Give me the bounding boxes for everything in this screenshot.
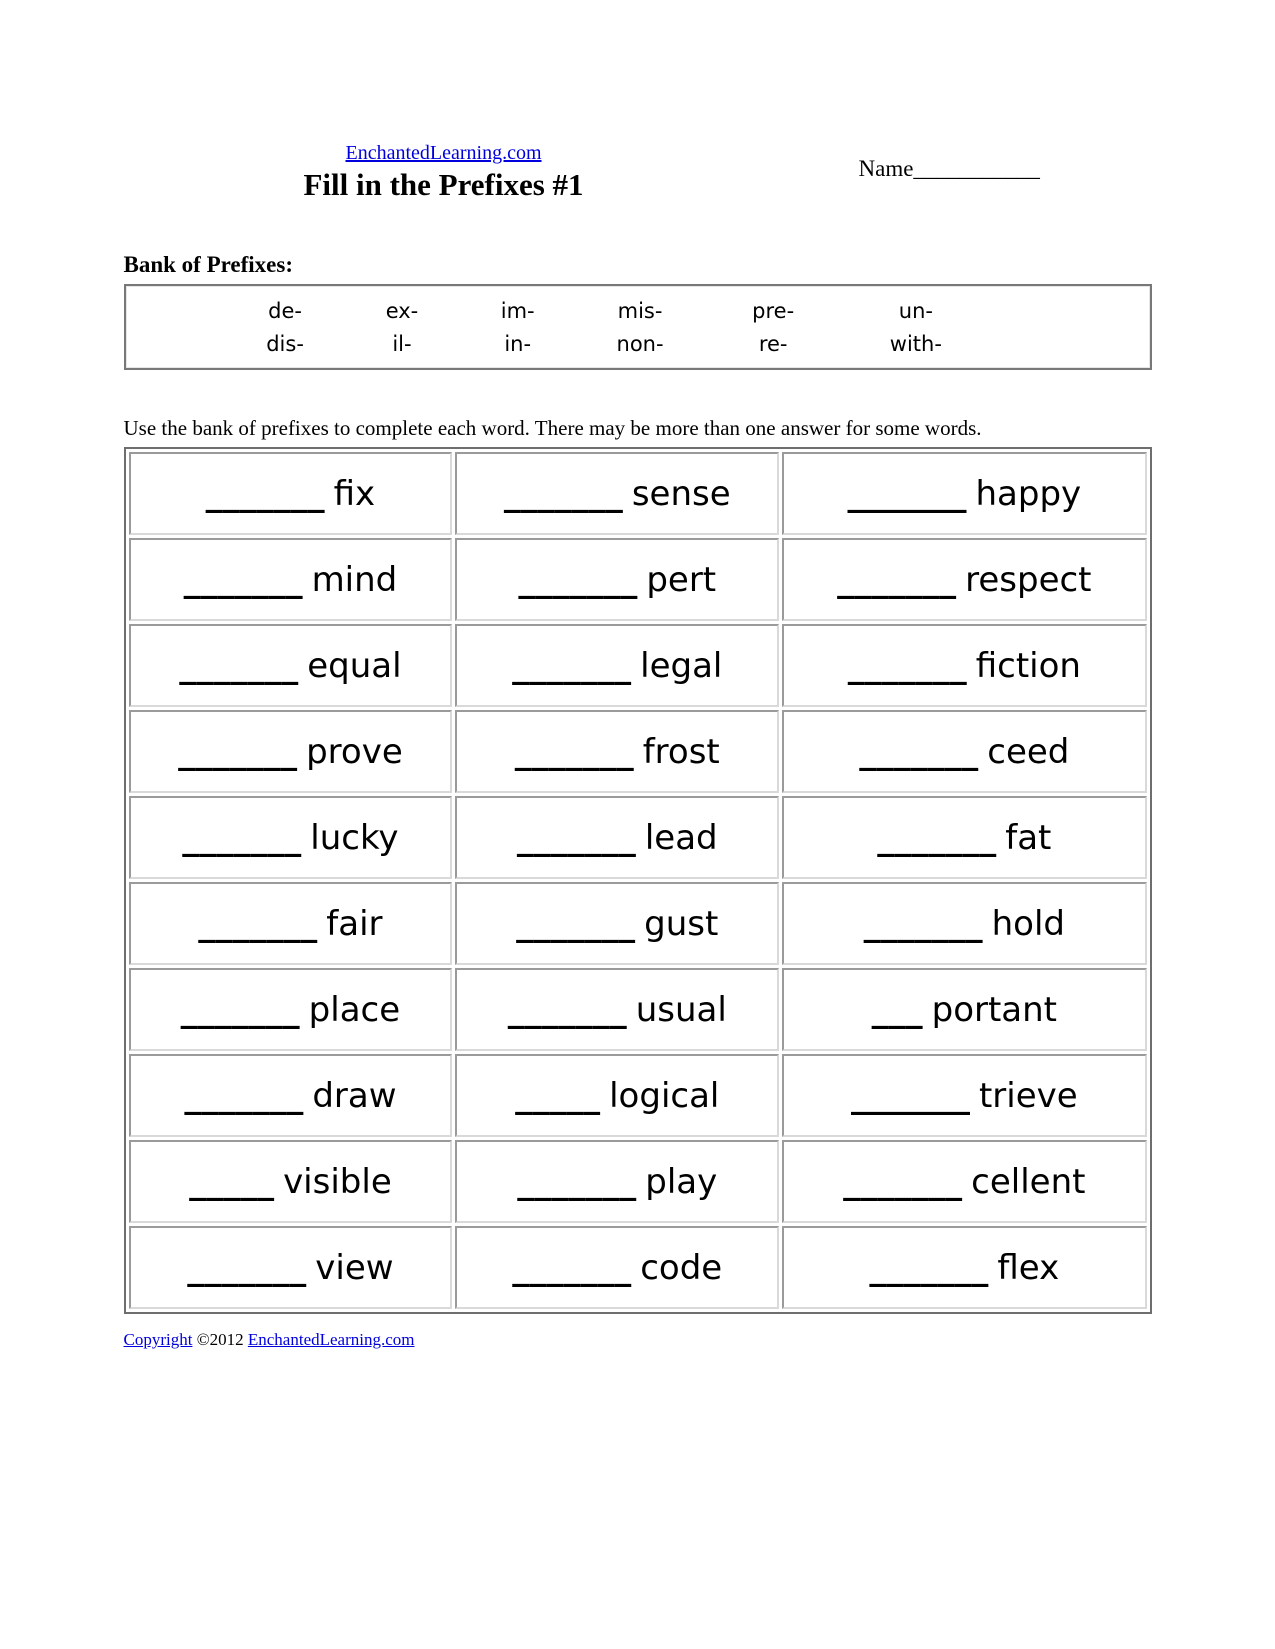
word-stem: frost bbox=[642, 731, 720, 772]
blank-line: _______ bbox=[847, 473, 967, 514]
worksheet-cell bbox=[129, 624, 453, 707]
worksheet-cell bbox=[129, 1054, 453, 1137]
worksheet-cell bbox=[782, 1226, 1146, 1309]
name-label: Name bbox=[858, 156, 914, 181]
worksheet-row bbox=[129, 710, 1147, 793]
worksheet-cell bbox=[782, 882, 1146, 965]
word-stem: code bbox=[640, 1247, 723, 1288]
blank-line: _______ bbox=[863, 903, 983, 944]
prefix-item: mis- bbox=[617, 298, 663, 323]
worksheet-cell bbox=[782, 968, 1146, 1051]
blank-line: _____ bbox=[189, 1161, 275, 1202]
blank-line: _______ bbox=[869, 1247, 989, 1288]
worksheet-cell bbox=[129, 1226, 453, 1309]
blank-line: _______ bbox=[512, 645, 632, 686]
worksheet-cell bbox=[782, 1054, 1146, 1137]
blank-line: _______ bbox=[179, 645, 299, 686]
worksheet-cell bbox=[129, 1140, 453, 1223]
prefix-item: dis- bbox=[266, 331, 304, 356]
worksheet-cell bbox=[455, 1054, 779, 1137]
blank-line: _______ bbox=[507, 989, 627, 1030]
word-stem: flex bbox=[997, 1247, 1060, 1288]
blank-line: _______ bbox=[182, 817, 302, 858]
worksheet-cell bbox=[782, 452, 1146, 535]
word-stem: prove bbox=[306, 731, 403, 772]
word-stem: portant bbox=[931, 989, 1058, 1030]
word-stem: trieve bbox=[978, 1075, 1078, 1116]
instructions: Use the bank of prefixes to complete each word. There may be more than one answer for some words. bbox=[123, 416, 982, 440]
worksheet-cell bbox=[455, 624, 779, 707]
title-block bbox=[124, 142, 764, 203]
word-stem: legal bbox=[640, 645, 723, 686]
word-stem: place bbox=[308, 989, 401, 1030]
worksheet-row bbox=[129, 1140, 1147, 1223]
word-stem: ceed bbox=[987, 731, 1070, 772]
prefix-item: pre- bbox=[752, 298, 795, 323]
header bbox=[124, 142, 1152, 214]
worksheet-cell bbox=[129, 882, 453, 965]
prefix-item: il- bbox=[392, 331, 412, 356]
blank-line: _______ bbox=[187, 1247, 307, 1288]
blank-line: _______ bbox=[183, 559, 303, 600]
blank-line: _______ bbox=[850, 1075, 970, 1116]
word-stem: lead bbox=[644, 817, 718, 858]
blank-line: _______ bbox=[205, 473, 325, 514]
word-stem: cellent bbox=[971, 1161, 1086, 1202]
prefix-item: re- bbox=[758, 331, 788, 356]
prefix-item: de- bbox=[268, 298, 302, 323]
blank-line: _______ bbox=[178, 731, 298, 772]
worksheet-cell bbox=[782, 538, 1146, 621]
worksheet-page bbox=[124, 0, 1152, 1350]
word-stem: fiction bbox=[975, 645, 1081, 686]
name-field bbox=[859, 156, 1040, 182]
blank-line: _______ bbox=[198, 903, 318, 944]
prefix-item: in- bbox=[504, 331, 532, 356]
worksheet-row bbox=[129, 1226, 1147, 1309]
blank-line: _______ bbox=[518, 559, 638, 600]
word-stem: gust bbox=[644, 903, 719, 944]
copyright bbox=[124, 1330, 1152, 1350]
worksheet-cell bbox=[129, 452, 453, 535]
worksheet-cell bbox=[782, 624, 1146, 707]
worksheet-cell bbox=[782, 796, 1146, 879]
worksheet-cell bbox=[455, 796, 779, 879]
blank-line: ___ bbox=[871, 989, 923, 1030]
word-stem: logical bbox=[609, 1075, 720, 1116]
worksheet-cell bbox=[455, 882, 779, 965]
footer-site-link[interactable]: EnchantedLearning.com bbox=[247, 1330, 415, 1349]
bank-heading: Bank of Prefixes: bbox=[123, 252, 294, 277]
worksheet-cell bbox=[455, 968, 779, 1051]
word-stem: lucky bbox=[310, 817, 399, 858]
prefix-item: un- bbox=[898, 298, 933, 323]
worksheet-row bbox=[129, 538, 1147, 621]
word-stem: respect bbox=[965, 559, 1092, 600]
blank-line: _______ bbox=[516, 903, 636, 944]
blank-line: _____ bbox=[515, 1075, 601, 1116]
blank-line: _______ bbox=[517, 1161, 637, 1202]
blank-line: _______ bbox=[184, 1075, 304, 1116]
worksheet-cell bbox=[455, 1140, 779, 1223]
worksheet-row bbox=[129, 452, 1147, 535]
worksheet-row bbox=[129, 1054, 1147, 1137]
worksheet-cell bbox=[129, 538, 453, 621]
worksheet-cell bbox=[782, 710, 1146, 793]
worksheet-row bbox=[129, 968, 1147, 1051]
worksheet-row bbox=[129, 882, 1147, 965]
blank-line: _______ bbox=[512, 1247, 632, 1288]
word-stem: usual bbox=[635, 989, 727, 1030]
worksheet-cell bbox=[455, 538, 779, 621]
worksheet-cell bbox=[129, 710, 453, 793]
worksheet-cell bbox=[455, 1226, 779, 1309]
word-stem: play bbox=[645, 1161, 718, 1202]
blank-line: _______ bbox=[877, 817, 997, 858]
copyright-link[interactable]: Copyright bbox=[123, 1330, 193, 1349]
worksheet-row bbox=[129, 624, 1147, 707]
page-title: Fill in the Prefixes #1 bbox=[303, 167, 584, 202]
blank-line: _______ bbox=[516, 817, 636, 858]
word-stem: sense bbox=[631, 473, 731, 514]
worksheet-row bbox=[129, 796, 1147, 879]
word-stem: draw bbox=[312, 1075, 397, 1116]
word-stem: happy bbox=[975, 473, 1082, 514]
prefix-item: im- bbox=[500, 298, 535, 323]
prefix-item: with- bbox=[889, 331, 942, 356]
name-blank-line: ___________ bbox=[913, 156, 1040, 181]
prefix-bank bbox=[124, 284, 1152, 370]
worksheet-cell bbox=[129, 796, 453, 879]
prefix-item: non- bbox=[616, 331, 664, 356]
prefix-item: ex- bbox=[385, 298, 419, 323]
word-stem: pert bbox=[646, 559, 717, 600]
blank-line: _______ bbox=[847, 645, 967, 686]
word-stem: visible bbox=[283, 1161, 392, 1202]
copyright-year: ©2012 bbox=[196, 1330, 244, 1349]
word-stem: fat bbox=[1005, 817, 1052, 858]
worksheet-cell bbox=[455, 452, 779, 535]
word-stem: fix bbox=[333, 473, 376, 514]
blank-line: _______ bbox=[843, 1161, 963, 1202]
blank-line: _______ bbox=[837, 559, 957, 600]
worksheet-cell bbox=[129, 968, 453, 1051]
word-stem: mind bbox=[311, 559, 398, 600]
word-stem: equal bbox=[307, 645, 402, 686]
blank-line: _______ bbox=[514, 731, 634, 772]
word-stem: view bbox=[315, 1247, 394, 1288]
word-stem: hold bbox=[991, 903, 1066, 944]
site-link[interactable]: EnchantedLearning.com bbox=[345, 142, 542, 164]
worksheet-cell bbox=[782, 1140, 1146, 1223]
worksheet-table bbox=[124, 447, 1152, 1314]
blank-line: _______ bbox=[859, 731, 979, 772]
word-stem: fair bbox=[326, 903, 383, 944]
worksheet-cell bbox=[455, 710, 779, 793]
blank-line: _______ bbox=[180, 989, 300, 1030]
blank-line: _______ bbox=[503, 473, 623, 514]
